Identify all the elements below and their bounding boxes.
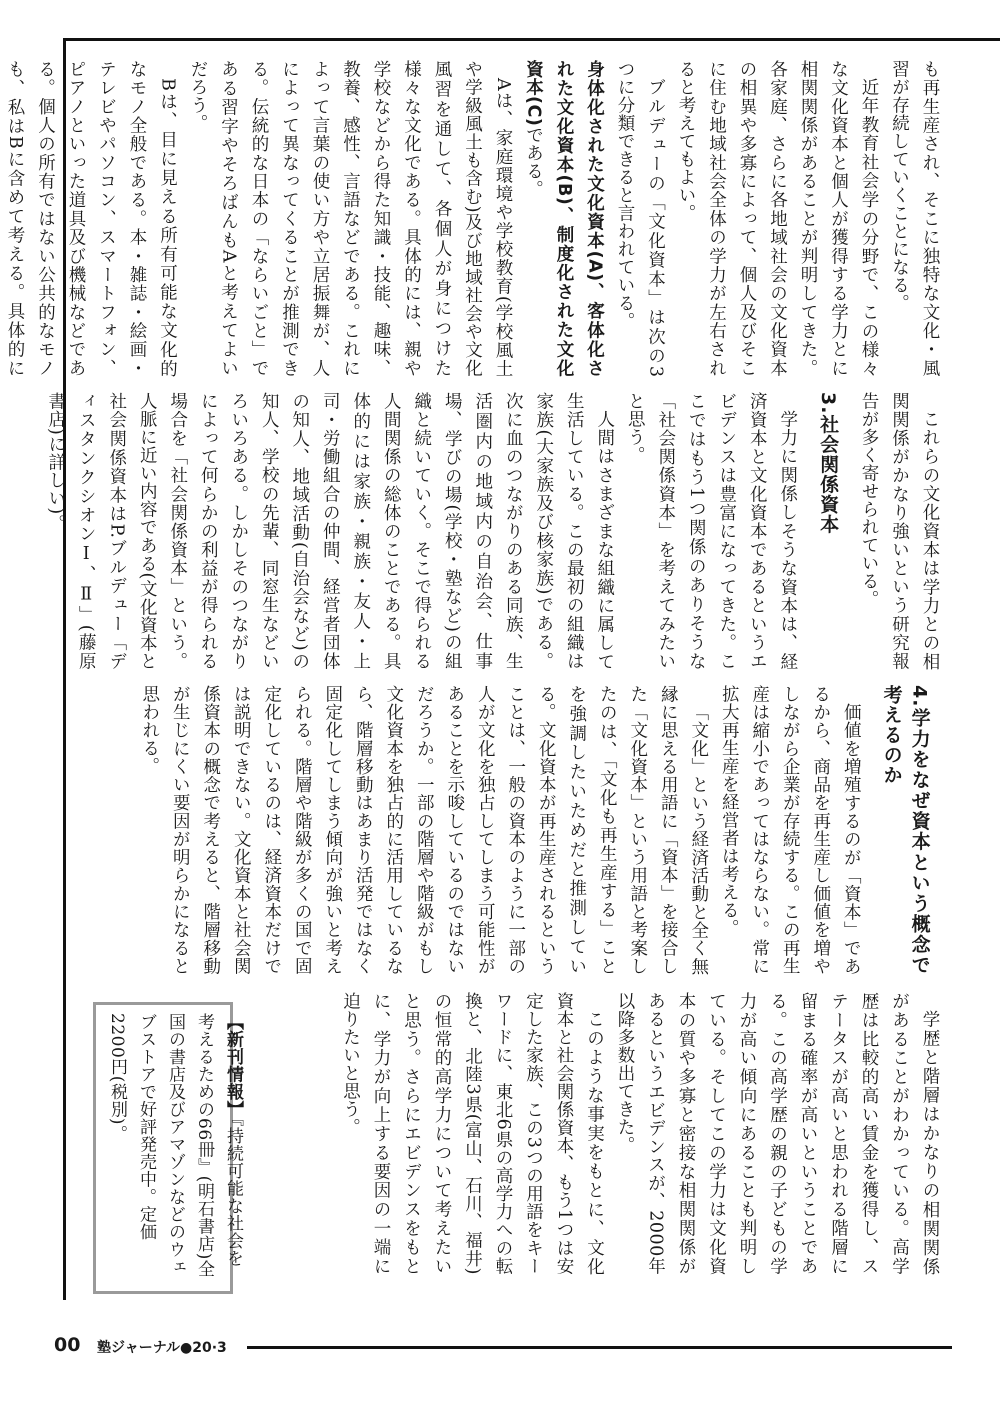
paragraph: これらの文化資本は学力との相関関係がかなり強いという研究報告が多く寄せられている。 xyxy=(859,392,940,670)
paragraph: ブルデューの「文化資本」は次の3つに分類できると言われている。 xyxy=(615,60,666,377)
new-book-info-title: 【新刊情報】 xyxy=(223,1013,243,1118)
page-frame-top-rule xyxy=(63,38,1000,41)
paragraph: 近年教育社会学の分野で、この様々な文化資本と個人が獲得する学力とに相関関係があることが判明してきた。各家庭、さらに各地域社会の文化資本の相異や多寡によって、個人及びそこに住む地域社会全体の学力が左右されると考えてもよい。 xyxy=(676,60,879,377)
page-number: 00 xyxy=(54,1334,81,1356)
article-tier-4 xyxy=(295,992,945,1275)
paragraph: Aは、家庭環境や学校教育(学校風土や学級風土も含む)及び地域社会や文化風習を通して、各個人が身につけた様々な文化である。具体的には、親や学校などから得た知識・技能、趣味、教養、感性、言語などである。これによって言葉の使い方や立居振舞が、人によって異なってくることが推測できる。伝統的な日本の「ならいごと」である習字やそろばんもAと考えてよいだろう。 xyxy=(188,60,513,377)
paragraph: 学力に関係しそうな資本は、経済資本と文化資本であるというエビデンスは豊富になってきた。ここではもう1つ関係のありそうな「社会関係資本」を考えてみたいと思う。 xyxy=(625,392,798,670)
section-heading: 4.学力をなぜ資本という概念で考えるのか xyxy=(880,685,931,975)
paragraph-text: である。 xyxy=(523,126,544,199)
paragraph: 価値を増殖するのが「資本」であるから、商品を再生産し価値を増やしながら企業が存続する。この再生産は縮小であってはならない。常に拡大再生産を経営者は考える。 xyxy=(719,685,862,975)
article-tier-3 xyxy=(113,685,945,975)
article-tier-2 xyxy=(45,392,945,670)
paragraph: Bは、目に見える所有可能な文化的なモノ全般である。本・雑誌・絵画・テレビやパソコン、スマートフォン、ピアノといった道具及び機械などである。個人の所有ではない公共的なモノも、私はBに含めて考える。具体的に xyxy=(5,60,178,377)
footer-rule xyxy=(247,1346,952,1349)
paragraph: このような事実をもとに、文化資本と社会関係資本、もう1つは安定した家族、この3つの用語をキーワードに、東北6県の高学力への転換と、北陸3県(富山、石川、福井)の恒常的高学力について考えたいと思う。さらにエビデンスをもとに、学力が向上する要因の一端に迫りたいと思う。 xyxy=(340,992,605,1275)
journal-name: 塾ジャーナル●20·3 xyxy=(97,1340,227,1356)
new-book-info-box xyxy=(93,1002,243,1294)
new-book-info-body: 『持続可能な社会を考えるための66冊』(明石書店)全国の書店及びアマゾンなどのウェブストアで好評発売中。定価2200円(税別)。 xyxy=(107,1013,243,1278)
emphasized-text: 身体化された文化資本(A)、客体化された文化資本(B)、制度化された文化資本(C) xyxy=(523,60,605,377)
paragraph: 学歴と階層はかなりの相関関係があることがわかっている。高学歴は比較的高い賃金を獲得し、ステータスが高いと思われる階層に留まる確率が高いということである。この高学歴の親の子どもの学力が高い傾向にあることも判明している。そしてこの学力は文化資本の質や多寡と密接な相関関係があるというエビデンスが、2000年以降多数出てきた。 xyxy=(615,992,940,1275)
section-heading: 3.社会関係資本 xyxy=(817,392,840,535)
article-tier-1 xyxy=(5,60,945,377)
paragraph: 「文化」という経済活動と全く無縁に思える用語に「資本」を接合した「文化資本」という用語と考案したのは、「文化も再生産する」ことを強調したいためだと推測している。文化資本が再生産されるということは、一般の資本のように一部の人が文化を独占してしまう可能性があることを示唆しているのではないだろうか。一部の階層や階級がもし文化資本を独占的に活用しているなら、階層移動はあまり活発ではなく固定化してしまう傾向が強いと考えられる。階層や階級が多くの国で固定化しているのは、経済資本だけでは説明できない。文化資本と社会関係資本の概念で考えると、階層移動が生じにくい要因が明らかになると思われる。 xyxy=(139,685,709,975)
page-footer xyxy=(52,1334,952,1360)
paragraph: 人間はさまざまな組織に属して生活している。この最初の組織は家族(大家族及び核家族)である。次に血のつながりのある同族、生活圏内の地域内の自治会、仕事場、学びの場(学校・塾など)の組織と続いていく。そこで得られる人間関係の総体のことである。具体的には家族・親族・友人・上司・労働組合の仲間、経営者団体の知人、地域活動(自治会など)の知人、学校の先輩、同窓生などいろいろある。しかしそのつながりによって何らかの利益が得られる場合を「社会関係資本」という。人脈に近い内容である(文化資本と社会関係資本はP.ブルデュー「ディスタンクシオンⅠ、Ⅱ」(藤原書店)に詳しい)。 xyxy=(45,392,615,670)
paragraph: も再生産され、そこに独特な文化・風習が存続していくことになる。 xyxy=(889,60,940,377)
paragraph xyxy=(518,60,610,377)
